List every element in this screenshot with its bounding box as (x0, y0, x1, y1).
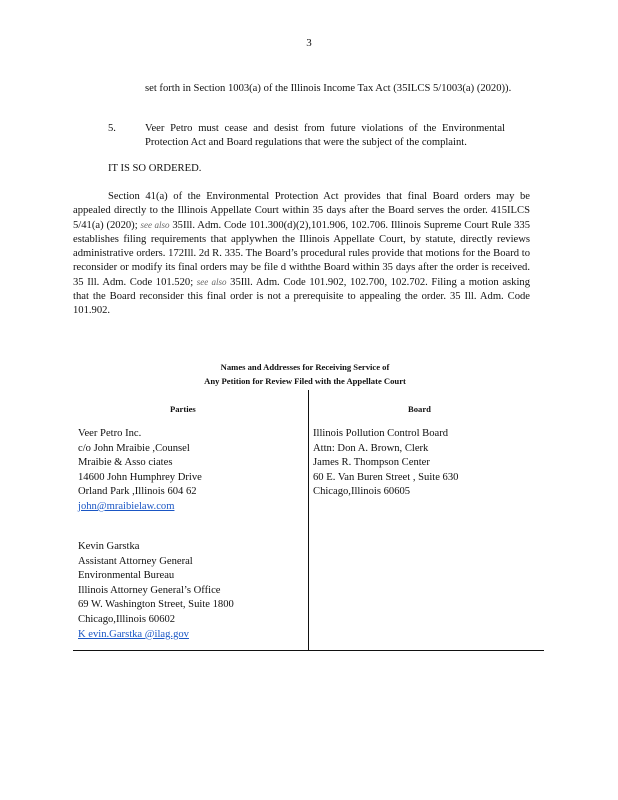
address-line: Kevin Garstka (78, 541, 140, 552)
address-line: 69 W. Washington Street, Suite 1800 (78, 599, 234, 611)
paragraph-text-part3: 35Ill. Adm. Code 101.902, 102.700, 102.702. Filing a motion asking that the Board reconsider this final order is not a prerequisite to appealing the order. 35 Ill. Adm. Code 101.902. (73, 277, 531, 316)
address-line: Veer Petro Inc. (78, 428, 142, 439)
address-line: Chicago,Illinois 60605 (313, 486, 411, 498)
page-number: 3 (306, 37, 312, 49)
so-ordered-statement: IT IS SO ORDERED. (108, 163, 202, 174)
address-line: Illinois Attorney General’s Office (78, 584, 221, 596)
see-also-citation-signal: see also (196, 277, 227, 287)
service-list-heading (140, 360, 470, 388)
board-address (313, 427, 458, 500)
paragraph-text-part1: Section 41(a) of the Environmental Protection Act provides that final Board orders may be appealed directly to the Illinois Appellate Court within 35 days after the Board serves the order. 415ILCS 5/41(a) (2020); (73, 191, 530, 231)
address-line: Mraibie & Asso ciates (78, 457, 173, 469)
service-heading-line2: Any Petition for Review Filed with the Appellate Court (204, 376, 406, 386)
appeal-rights-paragraph (73, 190, 530, 318)
address-line: Illinois Pollution Control Board (313, 428, 449, 439)
address-line: 60 E. Van Buren Street , Suite 630 (313, 471, 459, 483)
order-item-number: 5. (108, 123, 116, 134)
email-link[interactable]: K evin.Garstka @ilag.gov (78, 628, 189, 640)
order-item-continuation: set forth in Section 1003(a) of the Illinois Income Tax Act (35ILCS 5/1003(a) (2020)). (145, 83, 512, 94)
party-address-veer-petro (78, 427, 202, 515)
address-line: Environmental Bureau (78, 570, 175, 582)
paragraph-text-part2: 35Ill. Adm. Code 101.300(d)(2),101.906, 102.706. Illinois Supreme Court Rule 335 establishes filing requirements that applywhen the Illinois Appellate Court, by statute, directly reviews administrative orders. 172Ill. 2d R. 335. The Board’s procedural rules provide that motions for the Board to reconsider or modify its final orders may be file d withthe Board within 35 days after the order is received. 35 Ill. Adm. Code 101.520; (73, 220, 531, 288)
service-heading-line1: Names and Addresses for Receiving Service of (220, 362, 390, 372)
see-also-citation-signal: see also (140, 220, 170, 230)
parties-column-heading: Parties (170, 404, 196, 414)
address-line: Attn: Don A. Brown, Clerk (313, 442, 429, 454)
address-line: Orland Park ,Illinois 604 62 (78, 486, 197, 498)
email-link[interactable]: john@mraibielaw.com (78, 500, 175, 512)
address-line: Assistant Attorney General (78, 555, 193, 567)
board-column-heading: Board (408, 404, 431, 414)
address-line: c/o John Mraibie ,Counsel (78, 442, 190, 454)
column-divider (308, 390, 309, 650)
order-item-text: Veer Petro must cease and desist from future violations of the Environmental Protection Act and Board regulations that were the subject of the complaint. (145, 123, 505, 148)
party-address-attorney-general (78, 540, 234, 642)
table-bottom-rule (73, 650, 544, 651)
address-line: 14600 John Humphrey Drive (78, 471, 202, 483)
address-line: James R. Thompson Center (313, 457, 430, 469)
address-line: Chicago,Illinois 60602 (78, 613, 176, 625)
